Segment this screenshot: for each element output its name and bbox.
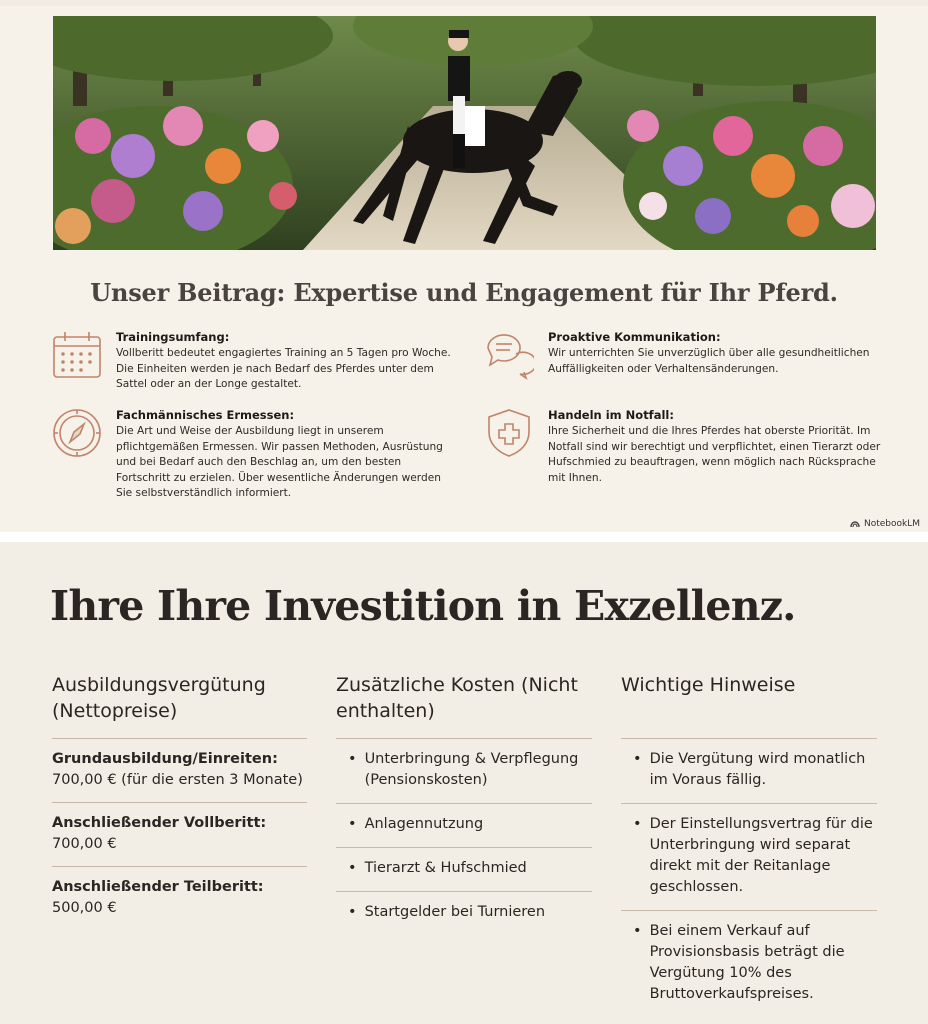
feature-body: Ihre Sicherheit und die Ihres Pferdes hat oberste Priorität. Im Notfall sind wir berechtigt und verpflichtet, einen Tierarzt oder Hufschmied zu beauftragen, wenn möglich nach Rücksprache mit Ihnen.: [548, 425, 881, 484]
feature-heading: Fachmännisches Ermessen:: [116, 408, 295, 422]
list-item-text: Bei einem Verkauf auf Provisionsbasis beträgt die Vergütung 10% des Bruttoverkaufspreises.: [649, 923, 845, 1002]
list-item: [336, 804, 592, 847]
hero-image-dressage-horse: [53, 16, 876, 250]
column-additional-costs: [336, 672, 592, 935]
list-item: [621, 911, 877, 1017]
feature-heading: Handeln im Notfall:: [548, 408, 674, 422]
price-value: 500,00 €: [52, 900, 117, 916]
feature-body: Die Art und Weise der Ausbildung liegt in unserem pflichtgemäßen Ermessen. Wir passen Methoden, Ausrüstung und bei Bedarf auch den Beschlag an, um den besten Fortschritt zu erzielen. Über wesentliche Änderungen werden Sie selbstverständlich informiert.: [116, 425, 443, 499]
brand-label: NotebookLM: [863, 519, 920, 529]
price-item: [52, 803, 307, 866]
list-item-text: Anlagennutzung: [364, 816, 484, 832]
price-item: [52, 867, 307, 930]
price-item: [52, 739, 307, 802]
compass-icon: [52, 408, 102, 458]
column-heading: Wichtige Hinweise: [621, 674, 796, 696]
slide-expertise: [0, 6, 928, 532]
feature-body: Vollberitt bedeutet engagiertes Training an 5 Tagen pro Woche. Die Einheiten werden je nach Bedarf des Pferdes unter dem Sattel oder an der Longe gestaltet.: [116, 347, 451, 390]
notebooklm-watermark: [850, 519, 920, 529]
list-item: [621, 804, 877, 910]
column-heading: Ausbildungsvergütung (Nettopreise): [52, 674, 266, 722]
bullet: •: [633, 816, 642, 832]
calendar-icon: [52, 330, 102, 380]
chat-bubbles-icon: [484, 330, 534, 380]
list-item: [621, 739, 877, 803]
slide-investment: [0, 542, 928, 1024]
bullet: •: [633, 751, 642, 767]
column-training-fees: [52, 672, 307, 930]
column-heading: Zusätzliche Kosten (Nicht enthalten): [336, 674, 578, 722]
bullet: •: [633, 923, 642, 939]
bullet: •: [348, 860, 357, 876]
bullet: •: [348, 751, 357, 767]
shield-cross-icon: [484, 408, 534, 458]
list-item-text: Tierarzt & Hufschmied: [364, 860, 527, 876]
price-value: 700,00 €: [52, 836, 117, 852]
notebooklm-logo-icon: [850, 520, 860, 528]
bullet: •: [348, 816, 357, 832]
price-label: Anschließender Vollberitt:: [52, 815, 267, 831]
price-label: Anschließender Teilberitt:: [52, 879, 264, 895]
column-important-notes: [621, 672, 877, 1017]
feature-heading: Proaktive Kommunikation:: [548, 330, 721, 344]
slide-separator: [0, 532, 928, 542]
list-item: [336, 739, 592, 803]
list-item-text: Die Vergütung wird monatlich im Voraus fällig.: [649, 751, 866, 788]
list-item-text: Startgelder bei Turnieren: [364, 904, 546, 920]
bullet: •: [348, 904, 357, 920]
list-item-text: Unterbringung & Verpflegung (Pensionskosten): [364, 751, 579, 788]
list-item-text: Der Einstellungsvertrag für die Unterbringung wird separat direkt mit der Reitanlage geschlossen.: [649, 816, 873, 895]
list-item: [336, 892, 592, 935]
price-value: 700,00 € (für die ersten 3 Monate): [52, 772, 303, 788]
slide-title: Ihre Ihre Investition in Exzellenz.: [50, 582, 796, 630]
feature-heading: Trainingsumfang:: [116, 330, 230, 344]
feature-body: Wir unterrichten Sie unverzüglich über alle gesundheitlichen Auffälligkeiten oder Verhaltensänderungen.: [548, 347, 870, 375]
price-label: Grundausbildung/Einreiten:: [52, 751, 278, 767]
slide-title: Unser Beitrag: Expertise und Engagement für Ihr Pferd.: [90, 278, 838, 307]
list-item: [336, 848, 592, 891]
